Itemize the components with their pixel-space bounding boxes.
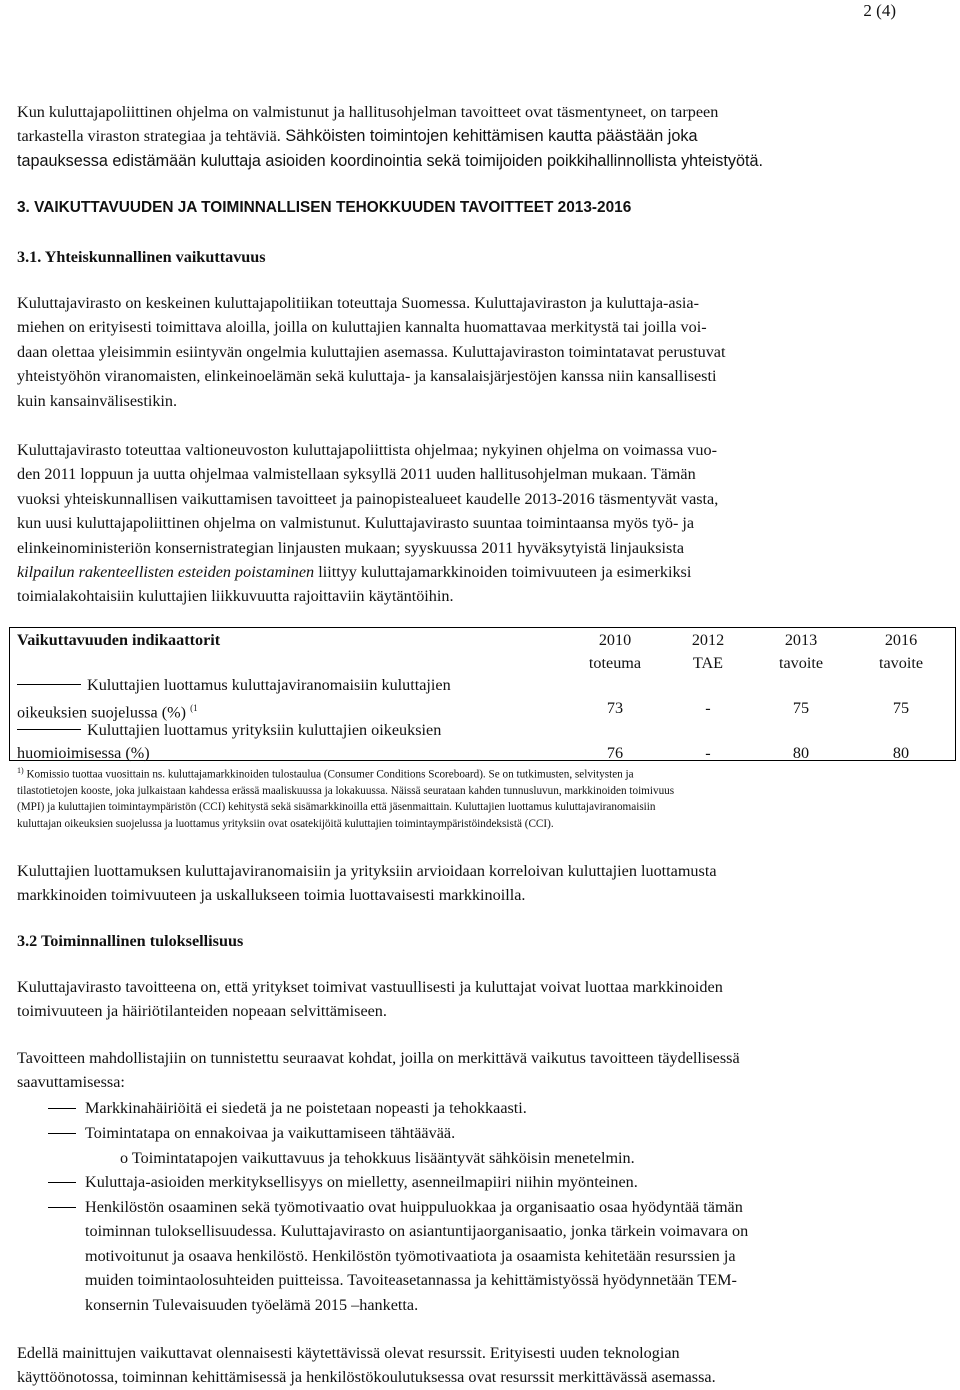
paragraph-line: Kuluttajien luottamuksen kuluttajaviranomaisiin ja yrityksiin arvioidaan korreloivan kuluttajien luottamusta [17, 862, 717, 880]
paragraph-line: toimivuuteen ja häiriötilanteiden nopeaan selvittämiseen. [17, 1002, 387, 1021]
italic-phrase: kilpailun rakenteellisten esteiden poistaminen [17, 563, 315, 582]
page-number: 2 (4) [863, 1, 896, 20]
section-3-1-paragraph-2 [17, 438, 945, 609]
section-3-2-heading: 3.2 Toiminnallinen tuloksellisuus [17, 932, 244, 950]
paragraph-line: markkinoiden toimivuuteen ja uskallukseen toimia luottavaisesti markkinoilla. [17, 886, 526, 905]
table-cell: 80 [792, 744, 810, 762]
table-cell: - [705, 744, 711, 762]
paragraph-line: käyttöönotossa, toiminnan kehittämisessä ja henkilöstökoulutuksessa ovat resurssit merkittävässä asemassa. [17, 1368, 716, 1387]
table-cell: 76 [606, 744, 624, 762]
table-header-indicator: Vaikuttavuuden indikaattorit [17, 631, 221, 649]
list-item: Toimintatapa on ennakoivaa ja vaikuttamiseen tähtäävää. [85, 1124, 456, 1142]
paragraph-line: elinkeinoministeriön konsernistrategian linjausten mukaan; syyskuussa 2011 hyväksytyistä linjauksista [17, 538, 685, 557]
dash-bullet [17, 729, 81, 730]
paragraph-line: yhteistyöhön viranomaisten, elinkeinoelämän sekä kuluttaja- ja kansalaisjärjestöjen kanssa niin kansallisesti [17, 367, 717, 386]
table-row-label: Kuluttajien luottamus yrityksiin kuluttajien oikeuksien huomioimisessa (%) [17, 721, 442, 762]
paragraph-line: Kuluttajavirasto on keskeinen kuluttajapolitiikan toteuttaja Suomessa. Kuluttajaviraston ja kuluttaja-asia- [17, 294, 699, 312]
list-item: Markkinahäiriöitä ei siedetä ja ne poistetaan nopeasti ja tehokkaasti. [85, 1099, 527, 1117]
dash-bullet [17, 684, 81, 685]
section-3-1-heading: 3.1. Yhteiskunnallinen vaikuttavuus [17, 248, 266, 266]
list-item: Henkilöstön osaaminen sekä työmotivaatio ovat huippuluokkaa ja organisaatio osaa hyödyntää tämän toiminnan tuloksellisuudessa. Kuluttajavirasto on asiantuntijaorganisaatio, jonka tärkein voimavara on motivoitunut ja osaava henkilöstö. Henkilöstön työmotivaatiota ja osaamista kehitetään resurssien ja muiden toimintaolosuhteiden puitteissa. Tavoiteasetannassa ja kehittämistyössä hyödynnetään TEM- konsernin Tulevaisuuden työelämä 2015 –hanketta. [85, 1198, 749, 1314]
table-header-2012: 2012 TAE [691, 631, 725, 672]
paragraph-line: den 2011 loppuun ja uutta ohjelmaa valmistellaan syksyllä 2011 uuden hallitusohjelman mukaan. Tämän [17, 465, 696, 484]
section-3-heading: 3. VAIKUTTAVUUDEN JA TOIMINNALLISEN TEHOKKUUDEN TAVOITTEET 2013-2016 [17, 199, 632, 216]
dash-bullet [48, 1108, 76, 1109]
footnote-marker: 1) [17, 766, 24, 775]
paragraph-line: Kuluttajavirasto toteuttaa valtioneuvoston kuluttajapoliittista ohjelmaa; nykyinen ohjelma on voimassa vuo- [17, 441, 717, 459]
table-footnote: $^{1)}$ Komissio tuottaa vuosittain ns. kuluttajamarkkinoiden tulostaulua (Consumer Conditions Scoreboard). Se on tutkimusten, selvitysten ja tilastotietojen kooste, joka julkaistaan kahdessa erässä maaliskuussa ja lokakuussa. Näissä seurataan kahden tunnusluvun, markkinoiden toimivuus (MPI) ja kuluttajien toimintaympäristön (CCI) kehitystä sekä sisämarkkinoilla että jäsenmaittain. Kuluttajien luottamus kuluttajaviranomaisiin kuluttajan oikeuksien suojelussa ja luottamus yrityksiin ovat osatekijöitä kuluttajien toimintaympäristöindeksistä (CCI). [17, 766, 675, 830]
dash-bullet [48, 1133, 76, 1134]
paragraph-line: Tavoitteen mahdollistajiin on tunnistettu seuraavat kohdat, joilla on merkittävä vaikutus tavoitteen täydellisessä [17, 1049, 740, 1067]
dash-bullet [48, 1182, 76, 1183]
table-cell: 75 [792, 699, 810, 717]
table-cell: 75 [892, 699, 910, 717]
paragraph-line: miehen on erityisesti toimittava aloilla, joilla on kuluttajien kannalta huomattavaa merkitystä tai joilla voi- [17, 318, 707, 337]
intro-line-3: tapauksessa edistämään kuluttaja asioiden koordinointia sekä toimijoiden poikkihallinnollista yhteistyötä. [17, 151, 763, 170]
table-cell: 73 [606, 699, 624, 717]
paragraph-line: kilpailun rakenteellisten esteiden poistaminen liittyy kuluttajamarkkinoiden toimivuuteen ja esimerkiksi [17, 563, 692, 582]
intro-paragraph [17, 100, 945, 173]
section-3-2-paragraph-2 [17, 1046, 945, 1095]
table-cell: 80 [892, 744, 910, 762]
table-header-2013: 2013 tavoite [778, 631, 824, 672]
table-row-label: Kuluttajien luottamus kuluttajaviranomaisiin kuluttajien oikeuksien suojelussa (%) $^{(1}$ [17, 676, 451, 721]
paragraph-line: Edellä mainittujen vaikuttavat olennaisesti käytettävissä olevat resurssit. Erityisesti uuden teknologian [17, 1344, 680, 1362]
paragraph-line: daan olettaa yleisimmin esiintyvän ongelmia kuluttajien asemassa. Kuluttajaviraston toimintatavat perustuvat [17, 342, 726, 361]
indicator-table [9, 627, 956, 761]
after-table-paragraph [17, 859, 945, 908]
section-3-2-paragraph-1 [17, 975, 945, 1024]
paragraph-line: vuoksi yhteiskunnallisen vaikuttamisen tavoitteet ja painopistealueet kaudelle 2013-2016 täsmentyvät vasta, [17, 489, 719, 508]
section-3-1-paragraph-1 [17, 291, 945, 413]
sub-list-item: o Toimintatapojen vaikuttavuus ja tehokkuus lisääntyvät sähköisin menetelmin. [120, 1149, 635, 1167]
sub-bullet: o [120, 1149, 129, 1167]
table-cell: - [705, 699, 711, 717]
intro-line-2: tarkastella viraston strategiaa ja tehtäviä. Sähköisten toimintojen kehittämisen kautta päästään joka [17, 127, 698, 146]
table-header-2010: 2010 toteuma [588, 631, 642, 672]
dash-bullet [48, 1207, 76, 1208]
paragraph-line: saavuttamisessa: [17, 1073, 125, 1092]
closing-paragraph [17, 1341, 945, 1390]
paragraph-line: kuin kansainvälisestikin. [17, 391, 178, 410]
paragraph-line: kun uusi kuluttajapoliittinen ohjelma on valmistunut. Kuluttajavirasto suuntaa toimintaansa myös työ- ja [17, 514, 695, 533]
intro-line-1: Kun kuluttajapoliittinen ohjelma on valmistunut ja hallitusohjelman tavoitteet ovat täsmentyneet, on tarpeen [17, 103, 719, 121]
table-header-2016: 2016 tavoite [878, 631, 924, 672]
paragraph-line: toimialakohtaisiin kuluttajien liikkuvuutta rajoittaviin käytäntöihin. [17, 587, 454, 606]
list-item: Kuluttaja-asioiden merkityksellisyys on mielletty, asenneilmapiiri niihin myönteinen. [85, 1173, 638, 1191]
paragraph-line: Kuluttajavirasto tavoitteena on, että yritykset toimivat vastuullisesti ja kuluttajat voivat luottaa markkinoiden [17, 978, 723, 996]
